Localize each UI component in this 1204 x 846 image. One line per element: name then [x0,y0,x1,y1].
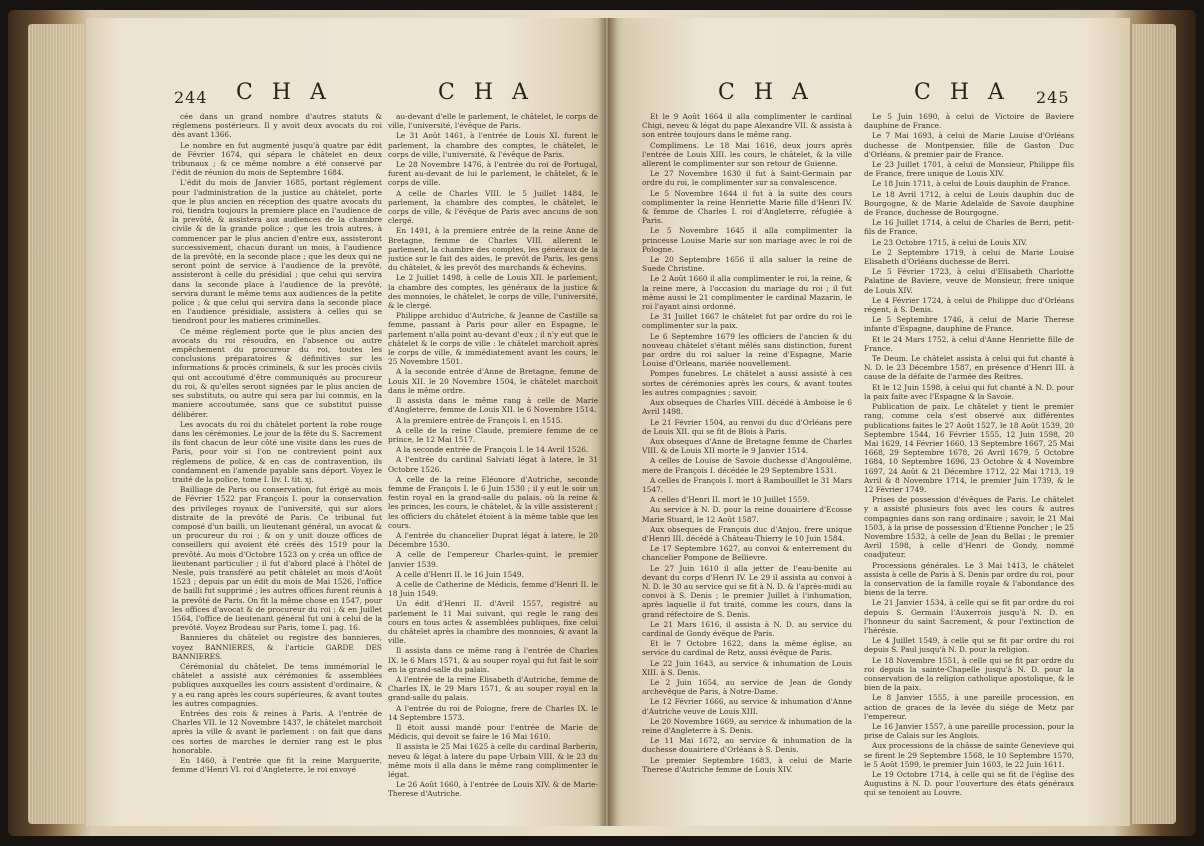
paragraph: Pompes funebres. Le châtelet a aussi assisté à ces sortes de cérémonies après les cours, & avant toutes les autres compagnies ; savoir, [642,369,852,397]
paragraph: Le 2 Août 1660 il alla complimenter le roi, la reine, & la reine mere, à l'occasion du mariage du roi ; il fut même aussi le 21 complimenter le cardinal Mazarin, le roi l'ayant ainsi ordonné. [642,274,852,312]
paragraph: Le 5 Juin 1690, à celui de Victoire de Baviere dauphine de France. [864,112,1074,131]
paragraph: Il assista dans ce même rang à l'entrée de Charles IX. le 6 Mars 1571, & au souper royal qui fut fait le soir en la grand-salle du palais. [388,646,598,674]
paragraph: Le 4 Février 1724, à celui de Philippe duc d'Orléans régent, à S. Denis. [864,295,1074,315]
right-running-head-1: C H A [718,80,814,105]
paragraph: Aux obseques de Charles VIII. décédé à Amboise le 6 Avril 1498. [642,398,852,417]
paragraph: A celles de Louise de Savoie duchesse d'Angoulême, mere de François I. décédée le 29 Septembre 1531. [642,456,852,475]
paragraph: Le 5 Novembre 1644 il fut à la suite des cours complimenter la reine Henriette Marie fille d'Henri IV. & femme de Charles I. roi d'Angleterre, réfugiée à Paris. [642,188,852,226]
paragraph: Le 5 Septembre 1746, à celui de Marie Therese infante d'Espagne, dauphine de France. [864,315,1074,334]
paragraph: Le 18 Juin 1711, à celui de Louis dauphin de France. [872,179,1071,189]
paragraph: Bannieres du châtelet ou registre des bannieres, voyez BANNIERES, & l'article GARDE DES BANNIERES. [172,633,382,661]
left-running-head-1: C H A [236,80,332,105]
paragraph: A l'entrée de la reine Elisabeth d'Autriche, femme de Charles IX. le 29 Mars 1571, & au souper royal en la grand-salle du palais. [388,674,598,703]
paragraph: Complimens. Le 18 Mai 1616, deux jours après l'entrée de Louis XIII. les cours, le châtelet, & la ville allerent le complimenter sur son retour de Guienne. [642,140,852,169]
paragraph: A celles de François I. mort à Rambouillet le 31 Mars 1547. [642,475,852,494]
paragraph: En 1491, à la premiere entrée de la reine Anne de Bretagne, femme de Charles VIII. allerent le parlement, la chambre des comptes, les généraux de la justice sur le fait des aides, le prevôt de Paris, les gens du châtelet, & les prevôt des marchands & échevins. [388,226,598,273]
paragraph: En 1460, à l'entrée que fit la reine Marguerite, femme d'Henri VI. roi d'Angleterre, le roi envoyé [172,756,382,775]
paragraph: Le 5 Février 1723, à celui d'Elisabeth Charlotte Palatine de Baviere, veuve de Monsieur, frere unique de Louis XIV. [864,267,1074,295]
paragraph: au-devant d'elle le parlement, le châtelet, le corps de ville, l'université, l'évêque de Paris. [388,112,598,131]
left-page-edges [28,24,84,824]
paragraph: Il assista dans le même rang à celle de Marie d'Angleterre, femme de Louis XII. le 6 Novembre 1514. [388,396,598,415]
paragraph: Et le 7 Octobre 1622, dans la même église, au service du cardinal de Retz, aussi évêque de Paris. [642,639,852,658]
paragraph: A celle de la reine Eléonore d'Autriche, seconde femme de François I. le 6 Juin 1530 ; il y eut le soir un festin royal en la grand-salle du palais, où la reine & les princes, les cours, le châtelet, & la ville assisterent ; les officiers du châtelet étoient à la même table que les cours. [388,474,598,530]
paragraph: Philippe archiduc d'Autriche, & Jeanne de Castille sa femme, passant à Paris pour aller en Espagne, le parlement n'alla point au-devant d'eux ; il n'y eut que le châtelet & le corps de ville : le châtelet marchoit après le corps de ville, & immédiatement avant les cours, le 25 Novembre 1501. [388,311,598,367]
paragraph: A la premiere entrée de François I. en 1515. [396,415,563,425]
paragraph: Bailliage de Paris ou conservation, fut érigé au mois de Février 1522 par François I. pour la conservation des privileges royaux de l'université, qui sur alors distraite de la prevôté de Paris. Ce tribunal fut composé d'un bailli, un lieutenant général, un avocat & un procureur du roi ; & on y unit douze offices de conseillers qui avoient été créés dès 1519 pour la prevôté. Au mois d'Octobre 1523 on y créa un office de lieutenant particulier ; il fut d'abord placé à l'hôtel de Nesle, puis transféré au petit châtelet au mois d'Août 1523 ; depuis par un édit du mois de Mai 1526, l'office de bailli fut supprimé ; les autres offices furent réunis à la prevôté de Paris. On fit la même chose en 1547, pour les offices d'avocat & de procureur du roi ; & en Juillet 1564, l'office de lieutenant général fut uni à celui de la prevôté. Voyez Brodeau sur Paris, tome I. pag. 16. [172,485,382,633]
right-page-number: 245 [1036,88,1070,107]
paragraph: Le 31 Juillet 1667 le châtelet fut par ordre du roi le complimenter sur la paix. [642,312,852,331]
paragraph: A celles d'Henri II. mort le 10 Juillet 1559. [650,495,810,505]
paragraph: A la seconde entrée de François I. le 14 Avril 1526. [396,445,589,455]
paragraph: A celle de la reine Claude, premiere femme de ce prince, le 12 Mai 1517. [388,425,598,444]
paragraph: Le 8 Janvier 1555, à une pareille procession, en action de graces de la levée du siége de Metz par l'empereur. [864,693,1074,721]
paragraph: A l'entrée du cardinal Salviati légat à latere, le 31 Octobre 1526. [388,455,598,474]
paragraph: Le premier Septembre 1683, à celui de Marie Therese d'Autriche femme de Louis XIV. [642,755,852,774]
paragraph: Et le 9 Août 1664 il alla complimenter le cardinal Chigi, neveu & légat du pape Alexandre VII. & assista à son entrée toujours dans le même rang. [642,112,852,140]
right-column-2 [864,112,1074,812]
paragraph: Le 27 Juin 1610 il alla jetter de l'eau-benite au devant du corps d'Henri IV. Le 29 il assista au convoi à N. D. le 30 au service qui se fit à N. D. & l'après-midi au convoi à S. Denis ; le premier Juillet à l'inhumation, après laquelle il fut traité, comme les cours, dans la grand réfectoire de S. Denis. [642,563,852,619]
paragraph: Le 2 Juin 1654, au service de Jean de Gondy archevêque de Paris, à Notre-Dame. [642,677,852,697]
paragraph: Le 20 Novembre 1669, au service & inhumation de la reine d'Angleterre à S. Denis. [642,716,852,735]
paragraph: Le 23 Octobre 1715, à celui de Louis XIV. [872,237,1028,247]
paragraph: A l'entrée du chancelier Duprat légat à latere, le 20 Décembre 1530. [388,530,598,550]
paragraph: A l'entrée du roi de Pologne, frere de Charles IX. le 14 Septembre 1573. [388,703,598,722]
paragraph: Cérémonial du châtelet. De tems immémorial le châtelet a assisté aux cérémonies & assemblées publiques auxquelles les cours assistent d'ordinaire, & y a eu rang après les cours supérieures, & avant toutes les autres compagnies. [172,661,382,708]
paragraph: Le 4 Juillet 1549, à celle qui se fit par ordre du roi depuis S. Paul jusqu'à N. D. pour la religion. [864,636,1074,655]
paragraph: Le 12 Février 1666, au service & inhumation d'Anne d'Autriche veuve de Louis XIII. [642,697,852,716]
paragraph: Le 21 Janvier 1534, à celle qui se fit par ordre du roi depuis S. Germain l'Auxerrois jusqu'à N. D. en l'honneur du saint Sacrement, & pour l'extinction de l'hérésie. [864,598,1074,635]
right-column-1 [642,112,852,812]
paragraph: Le 28 Novembre 1476, à l'entrée du roi de Portugal, furent au-devant de lui le parlement, le châtelet, & le corps de ville. [388,160,598,188]
paragraph: Ce même réglement porte que le plus ancien des avocats du roi résoudra, en l'absence ou autre empêchement du procureur du roi, toutes les conclusions préparatoires & définitives sur les informations & procès criminels, & sur les procès civils qui ont accoutumé d'être communiqués au procureur du roi, & qu'elles seront signées par le plus ancien de ses substituts, ou autre qui sera par lui commis, en la maniere accoutumée, sans que ce substitut puisse délibérer. [172,326,382,419]
paragraph: A celle de Catherine de Médicis, femme d'Henri II. le 18 Juin 1549. [388,579,598,599]
right-page [608,18,1130,826]
paragraph: Le 11 Mai 1672, au service & inhumation de la duchesse douairiere d'Orléans à S. Denis. [642,736,852,755]
paragraph: Processions générales. Le 3 Mai 1413, le châtelet assista à celle de Paris à S. Denis par ordre du roi, pour la conservation de la famille royale & l'abondance des biens de la terre. [864,560,1074,598]
paragraph: A celle d'Henri II. le 16 Juin 1549. [396,569,524,579]
paragraph: L'édit du mois de Janvier 1685, portant réglement pour l'administration de la justice au châtelet, porte que le plus ancien en réception des quatre avocats du roi, tiendra toujours la premiere place en l'audience de la prevôté, & assistera aux audiences de la chambre civile & de la grande police ; que les trois autres, à commencer par le plus ancien d'entre eux, assisteront successivement, chacun durant un mois, à l'audience de la prevôté, en la seconde place ; que les deux qui ne seront point de service à l'audience de la prevôté, assisteront à celle du présidial ; que celui qui servira dans la seconde place à l'audience de la prevôté, servira durant le même tems aux audiences de la petite police ; & que celui qui servira dans la seconde place en l'audience présidiale, assistera à celles qui se tiendront pour les matieres criminelles. [172,178,382,326]
paragraph: Le 5 Novembre 1645 il alla complimenter la princesse Louise Marie sur son mariage avec le roi de Pologne. [642,226,852,254]
paragraph: Prises de possession d'évêques de Paris. Le châtelet y a assisté plusieurs fois avec les cours & autres compagnies dans son rang ordinaire ; savoir, le 21 Mai 1503, à la prise de possession d'Etienne Poncher ; le 25 Novembre 1532, à celle de Jean du Bellai ; le premier Avril 1598, à celle d'Henri de Gondy, nommé coadjuteur. [864,495,1074,560]
paragraph: Entrées des rois & reines à Paris. A l'entrée de Charles VII. le 12 Novembre 1437, le châtelet marchoit après la ville & avant le parlement : on fait que dans ces sortes de marches le dernier rang est le plus honorable. [172,709,382,755]
paragraph: Le 16 Juillet 1714, à celui de Charles de Berri, petit-fils de France. [864,218,1074,237]
open-book [8,10,1196,836]
paragraph: Il étoit aussi mandé pour l'entrée de Marie de Médicis, qui devoit se faire le 16 Mai 1610. [388,723,598,742]
paragraph: Le 21 Mars 1616, il assista à N. D. au service du cardinal de Gondy évêque de Paris. [642,619,852,638]
paragraph: Le 26 Août 1660, à l'entrée de Louis XIV. & de Marie-Therese d'Autriche. [388,780,598,799]
right-running-head [608,74,1130,110]
left-page-number: 244 [174,88,208,107]
paragraph: Te Deum. Le châtelet assista à celui qui fut chanté à N. D. le 23 Décembre 1587, en présence d'Henri III. à cause de la défaite de l'armée des Reitres. [864,354,1074,382]
left-page [86,18,606,826]
paragraph: Il assista le 25 Mai 1625 à celle du cardinal Barberin, neveu & légat à latere du pape Urbain VIII. & le 23 du même mois il alla dans le même rang complimenter le légat. [388,742,598,780]
paragraph: Le 7 Mai 1693, à celui de Marie Louise d'Orléans duchesse de Montpensier, fille de Gaston Duc d'Orléans, & premier pair de France. [864,131,1074,159]
paragraph: Le 19 Octobre 1714, à celle qui se fit de l'église des Augustins à N. D. pour l'ouverture des états généraux qui se tenoient au Louvre. [864,770,1074,798]
paragraph: A la seconde entrée d'Anne de Bretagne, femme de Louis XII. le 20 Novembre 1504, le châtelet marchoit dans le même ordre. [388,367,598,395]
paragraph: Le 23 Juillet 1701, à celui de Monsieur, Philippe fils de France, frere unique de Louis XIV. [864,160,1074,179]
paragraph: Le 27 Novembre 1630 il fut à Saint-Germain par ordre du roi, le complimenter sur sa convalescence. [642,169,852,188]
paragraph: A celle de Charles VIII. le 5 Juillet 1484, le parlement, la chambre des comptes, le châtelet, le corps de ville, & l'évêque de Paris avec ancuns de son clergé. [388,188,598,226]
paragraph: Le 16 Janvier 1557, à une pareille procession, pour la prise de Calais sur les Anglois. [864,722,1074,741]
paragraph: Les avocats du roi du châtelet portent la robe rouge dans les cérémonies. Le jour de la fête du S. Sacrement ils font chacun de leur côté une visite dans les rues de Paris, pour voir si l'on ne contrevient point aux réglemens de police, & en cas de contravention, ils condamnent en l'amende payable sans déport. Voyez le traité de la police, tome I. liv. I. tit. xj. [172,419,382,484]
left-running-head [86,74,606,110]
paragraph: cée dans un grand nombre d'autres statuts & réglemens postérieurs. Il y avoit deux avocats du roi dès avant 1366. [172,112,382,140]
paragraph: Au service à N. D. pour la reine douairiere d'Ecosse Marie Stuard, le 12 Août 1587. [642,505,852,524]
paragraph: Publication de paix. Le châtelet y tient le premier rang, comme cela s'est observé aux différentes publications faites le 27 Août 1527, le 18 Août 1539, 20 Septembre 1544, 16 Février 1555, 12 Juin 1598, 20 Mai 1629, 14 Février 1660, 13 Septembre 1667, 25 Mai 1668, 29 Septembre 1678, 26 Avril 1679, 5 Octobre 1684, 10 Septembre 1696, 23 Octobre & 4 Novembre 1697, 24 Août & 21 Décembre 1712, 22 Mai 1713, 19 Avril & 8 Novembre 1714, le premier Juin 1739, & le 12 Février 1749. [864,402,1074,494]
right-running-head-2: C H A [914,80,1010,105]
paragraph: Aux processions de la châsse de sainte Genevieve qui se firent le 29 Septembre 1568, le 10 Septembre 1570, le 5 Août 1599, le premier Juin 1603, le 22 Juin 1611. [864,741,1074,769]
paragraph: Le 2 Juillet 1498, à celle de Louis XII. le parlement, la chambre des comptes, les généraux de la justice & des monnoies, le châtelet, le corps de ville, l'université, & le clergé. [388,273,598,311]
paragraph: Le 18 Novembre 1551, à celle qui se fit par ordre du roi depuis la sainte-Chapelle jusqu'à N. D. pour la conservation de la religion catholique apostolique, & le bien de la paix. [864,655,1074,693]
book-gutter [598,18,618,826]
paragraph: Aux obseques de François duc d'Anjou, frere unique d'Henri III. décédé à Château-Thierry le 10 Juin 1584. [642,524,852,543]
paragraph: Aux obseques d'Anne de Bretagne femme de Charles VIII. & de Louis XII morte le 9 Janvier 1514. [642,436,852,456]
paragraph: Et le 12 Juin 1598, à celui qui fut chanté à N. D. pour la paix faite avec l'Espagne & la Savoie. [864,382,1074,401]
paragraph: Le 6 Septembre 1679 les officiers de l'ancien & du nouveau châtelet s'étant mêlés sans distinction, furent par ordre du roi saluer la reine d'Espagne, Marie Louise d'Orleans, mariée nouvellement. [642,331,852,369]
left-column-1 [172,112,382,812]
left-column-2 [388,112,598,812]
paragraph: Et le 24 Mars 1752, à celui d'Anne Henriette fille de France. [864,334,1074,353]
paragraph: Le 21 Février 1504, au renvoi du duc d'Orléans pere de Louis XII. qui se fit de Blois à Paris. [642,417,852,436]
paragraph: Un édit d'Henri II. d'Avril 1557, registré au parlement le 11 Mai suivant, qui regle le rang des cours en tous actes & assemblées publiques, fixe celui du châtelet après la chambre des monnoies, & avant la ville. [388,599,598,646]
paragraph: Le nombre en fut augmenté jusqu'à quatre par édit de Février 1674, qui sépara le châtelet en deux tribunaux ; & ce même nombre a été conservé par l'édit de réunion du mois de Septembre 1684. [172,140,382,178]
paragraph: A celle de l'empereur Charles-quint, le premier Janvier 1539. [388,550,598,569]
paragraph: Le 18 Avril 1712, à celui de Louis dauphin duc de Bourgogne, & de Marie Adelaïde de Savoie dauphine de France, duchesse de Bourgogne. [864,189,1074,218]
paragraph: Le 2 Septembre 1719, à celui de Marie Louise Elisabeth d'Orléans duchesse de Berri. [864,247,1074,267]
paragraph: Le 22 Juin 1643, au service & inhumation de Louis XIII. à S. Denis. [642,658,852,677]
right-page-edges [1132,24,1176,824]
paragraph: Le 20 Septembre 1656 il alla saluer la reine de Suede Christine. [642,255,852,274]
paragraph: Le 31 Août 1461, à l'entrée de Louis XI. furent le parlement, la chambre des comptes, le châtelet, le corps de ville, l'université, & l'évêque de Paris. [388,131,598,159]
paragraph: Le 17 Septembre 1627, au convoi & enterrement du chancelier Pompone de Bellievre. [642,544,852,563]
left-running-head-2: C H A [438,80,534,105]
